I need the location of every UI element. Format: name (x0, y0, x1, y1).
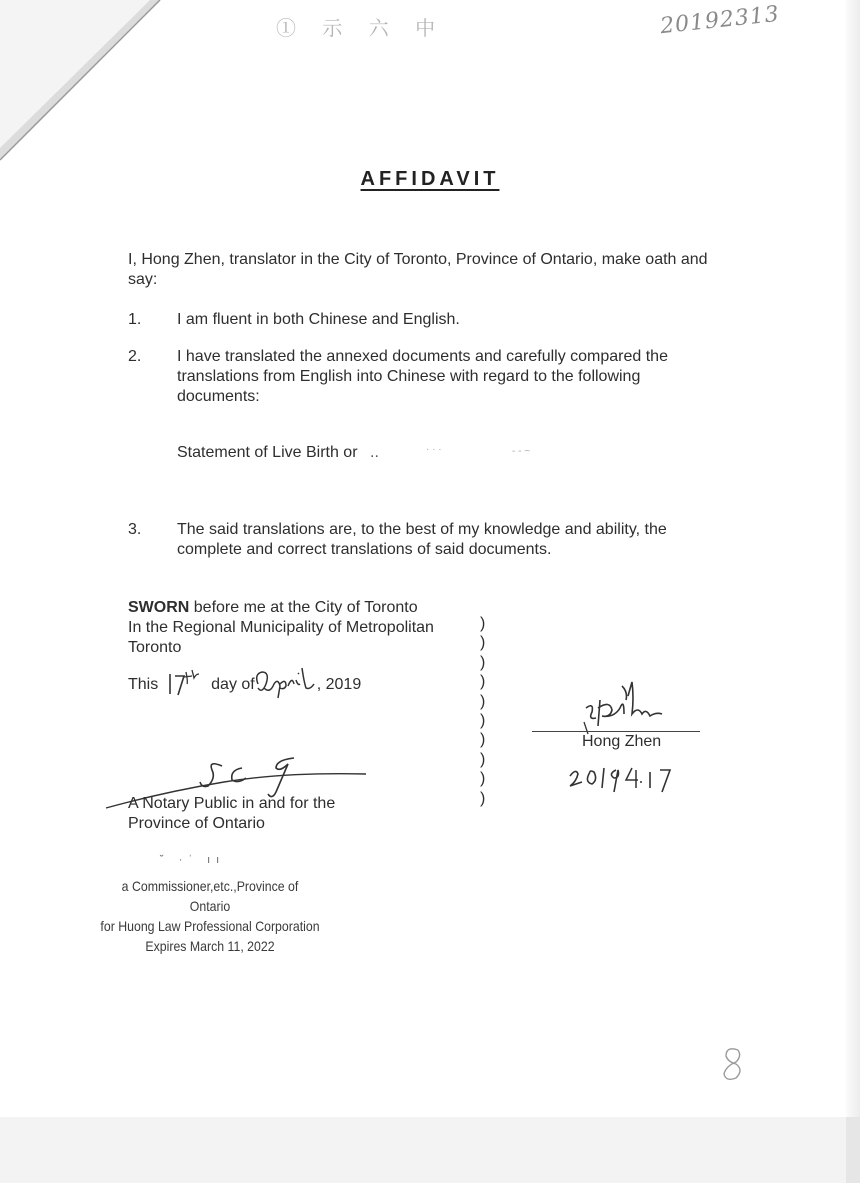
stamp-line-1: a Commissioner,etc.,Province of Ontario (121, 878, 299, 914)
notary-block (128, 794, 335, 834)
item-number-3: 3. (128, 521, 142, 538)
scan-bottom-edge (0, 1117, 860, 1183)
this-label: This (128, 676, 159, 693)
intro-paragraph: I, Hong Zhen, translator in the City of Toronto, Province of Ontario, make oath and say: (128, 251, 708, 288)
handwritten-page-mark (718, 1044, 748, 1084)
stamp-line-2: for Huong Law Professional Corporation (100, 918, 320, 934)
handwritten-month (252, 664, 318, 700)
sworn-line-1: before me at the City of Toronto (189, 599, 418, 616)
sworn-bold-word: SWORN (128, 599, 190, 616)
sworn-line-2: In the Regional Municipality of Metropolitan (128, 619, 434, 636)
sworn-block (128, 598, 468, 658)
bracket-column: ) ) ) ) ) ) ) ) ) ) (480, 615, 486, 807)
item-text-1: I am fluent in both Chinese and English. (177, 311, 460, 328)
sworn-line-3: Toronto (128, 639, 182, 656)
handwritten-signing-date (566, 760, 686, 796)
item-text-2: I have translated the annexed documents and carefully compared the translations from English into Chinese with regard to the following documents: (177, 348, 668, 405)
item-number-2: 2. (128, 348, 142, 365)
handwritten-reference-number: 20192313 (659, 1, 781, 40)
notary-line-1: A Notary Public in and for the (128, 795, 336, 812)
sworn-date-line (128, 676, 361, 694)
stamp-line-3: Expires March 11, 2022 (145, 938, 275, 954)
redaction-residue-2: - - ~ (512, 446, 531, 457)
signer-name: Hong Zhen (582, 733, 662, 750)
redaction-residue-1: · · · (426, 444, 442, 455)
folded-corner (0, 0, 170, 170)
day-label: day (211, 676, 237, 693)
document-title: AFFIDAVIT (360, 168, 500, 190)
of-label: of (241, 676, 255, 693)
notary-line-2: Province of Ontario (128, 815, 265, 832)
listed-document-redacted: .. (370, 444, 379, 461)
item-text-3: The said translations are, to the best of my knowledge and ability, the complete and correct translations of said documents. (177, 521, 667, 558)
handwritten-day (166, 668, 206, 698)
translator-signature (576, 678, 688, 738)
item-number-1: 1. (128, 311, 142, 328)
handwritten-top-marks: ① 示 六 中 (276, 16, 446, 40)
year-text: , 2019 (316, 676, 362, 693)
stamp-faded-top: ˘ ·ˈ ıı (160, 854, 226, 866)
commissioner-stamp (100, 876, 320, 956)
signature-line (532, 731, 700, 732)
listed-document: Statement of Live Birth or (177, 444, 358, 461)
